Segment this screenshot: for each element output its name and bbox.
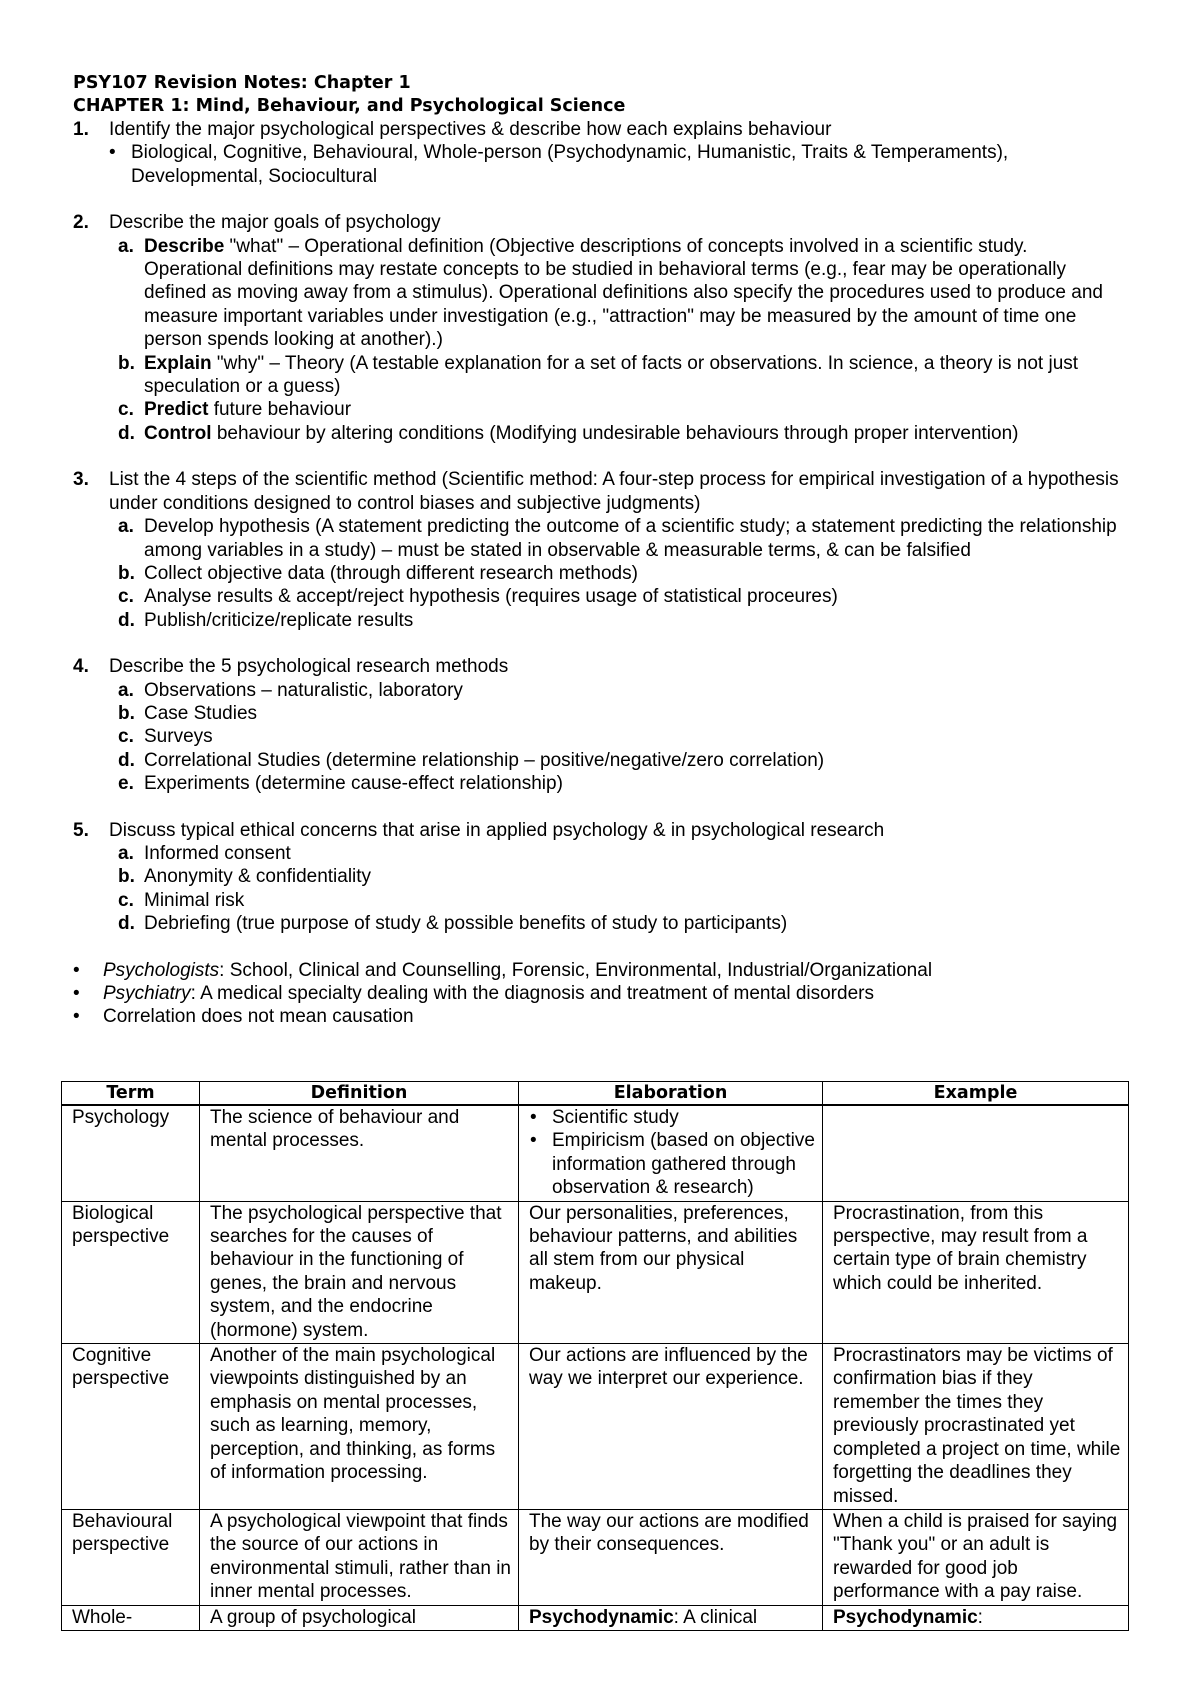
sub-letter: b. — [118, 352, 135, 374]
objective-text: List the 4 steps of the scientific method (Scientific method: A four-step process for empirical investigation of a hypothesis under conditions designed to control biases and subjective judgments) — [109, 469, 1119, 514]
sub-letter: c. — [118, 889, 134, 911]
sub-letter: a. — [118, 842, 134, 864]
definition-cell: A group of psychological — [200, 1605, 519, 1630]
notes-list — [73, 959, 1127, 1029]
sub-item — [109, 889, 1127, 912]
note-item — [73, 982, 1127, 1005]
table-row — [62, 1509, 1129, 1605]
example-cell — [823, 1105, 1129, 1201]
objective-number: 2. — [73, 212, 89, 234]
sub-lead: Explain — [144, 352, 212, 374]
column-header-elaboration: Elaboration — [519, 1082, 823, 1106]
definition-cell: Another of the main psychological viewpoints distinguished by an emphasis on mental processes, such as learning, memory, perception, and thinking, as forms of information processing. — [200, 1344, 519, 1510]
sub-text: Surveys — [144, 726, 213, 748]
sub-letter: e. — [118, 773, 134, 795]
example-cell — [823, 1605, 1129, 1630]
sub-text: Observations – naturalistic, laboratory — [144, 679, 463, 701]
definition-cell: A psychological viewpoint that finds the source of our actions in environmental stimuli, rather than in inner mental processes. — [200, 1509, 519, 1605]
term-cell: Cognitive perspective — [62, 1344, 200, 1510]
term-cell: Whole- — [62, 1605, 200, 1630]
sub-text: Develop hypothesis (A statement predicting the outcome of a scientific study; a statement predicting the relationship among variables in a study) – must be stated in observable & measurable terms, & can be falsified — [144, 516, 1117, 561]
term-cell: Behavioural perspective — [62, 1509, 200, 1605]
sub-item — [109, 702, 1127, 725]
bullet-item: • Biological, Cognitive, Behavioural, Whole-person (Psychodynamic, Humanistic, Traits & Temperaments), Developmental, Sociocultural — [108, 141, 1127, 188]
objective-text: Discuss typical ethical concerns that arise in applied psychology & in psychological research — [109, 819, 885, 841]
objectives-list — [73, 118, 1127, 141]
chapter-title: CHAPTER 1: Mind, Behaviour, and Psychological Science — [73, 96, 626, 116]
sub-text: behaviour by altering conditions (Modifying undesirable behaviours through proper intervention) — [211, 422, 1019, 444]
sub-letter: b. — [118, 866, 135, 888]
note-text: : School, Clinical and Counselling, Forensic, Environmental, Industrial/Organizational — [219, 959, 933, 981]
objective-number: 4. — [73, 656, 89, 678]
sub-text: "why" – Theory (A testable explanation for a set of facts or observations. In science, a theory is not just speculation or a guess) — [144, 352, 1079, 398]
elaboration-cell — [519, 1605, 823, 1630]
elaboration-cell: Our personalities, preferences, behaviour patterns, and abilities all stem from our physical makeup. — [519, 1201, 823, 1343]
sub-letter: a. — [118, 235, 134, 257]
sub-letter: c. — [118, 399, 134, 421]
note-text: : A medical specialty dealing with the diagnosis and treatment of mental disorders — [190, 983, 874, 1004]
example-cell: Procrastinators may be victims of confirmation bias if they remember the times they previously procrastinated yet completed a project on time, while forgetting the deadlines they missed. — [823, 1344, 1129, 1510]
objective-item — [73, 118, 1127, 141]
example-lead: Psychodynamic — [833, 1606, 978, 1628]
term-cell: Biological perspective — [62, 1201, 200, 1343]
objective-number: 3. — [73, 469, 89, 491]
note-item — [73, 1005, 1127, 1028]
sub-item — [109, 562, 1127, 585]
definition-cell: The psychological perspective that searches for the causes of behaviour in the functioning of genes, the brain and nervous system, and the endocrine (hormone) system. — [200, 1201, 519, 1343]
bullet-item: • Empiricism (based on objective information gathered through observation & research) — [529, 1129, 816, 1199]
objective-text: Describe the 5 psychological research methods — [109, 656, 509, 678]
example-cell: Procrastination, from this perspective, may result from a certain type of brain chemistry which could be inherited. — [823, 1201, 1129, 1343]
example-cell: When a child is praised for saying "Thank you" or an adult is rewarded for good job performance with a pay raise. — [823, 1509, 1129, 1605]
method-steps-sublist — [109, 515, 1127, 632]
sub-item — [109, 585, 1127, 608]
sub-text: Experiments (determine cause-effect relationship) — [144, 773, 563, 795]
note-text: Correlation does not mean causation — [103, 1006, 414, 1028]
sub-letter: d. — [118, 749, 135, 771]
objective-number: 1. — [73, 119, 89, 140]
sub-lead: Describe — [144, 235, 225, 257]
sub-item — [109, 725, 1127, 748]
sub-item — [109, 515, 1127, 562]
column-header-example: Example — [823, 1082, 1129, 1106]
table-row — [62, 1201, 1129, 1343]
table-row — [62, 1344, 1129, 1510]
sub-item — [109, 912, 1127, 935]
sub-letter: c. — [118, 726, 134, 748]
sub-lead: Predict — [144, 399, 209, 421]
sub-letter: a. — [118, 516, 134, 538]
elaboration-cell — [519, 1105, 823, 1201]
sub-text: Anonymity & confidentiality — [144, 866, 372, 888]
sub-item — [109, 609, 1127, 632]
definition-cell: The science of behaviour and mental processes. — [200, 1105, 519, 1201]
terms-table — [61, 1081, 1129, 1631]
term-cell: Psychology — [62, 1105, 200, 1201]
objective-text: Describe the major goals of psychology — [109, 212, 441, 234]
sub-letter: b. — [118, 702, 135, 724]
objective-item — [73, 819, 1127, 936]
sub-item — [109, 842, 1127, 865]
elaboration-cell: Our actions are influenced by the way we interpret our experience. — [519, 1344, 823, 1510]
sub-text: Informed consent — [144, 842, 291, 864]
note-lead: Psychologists — [103, 959, 220, 981]
column-header-definition: Definition — [200, 1082, 519, 1106]
table-row — [62, 1105, 1129, 1201]
goals-sublist — [109, 235, 1127, 446]
objective-text: Identify the major psychological perspectives & describe how each explains behaviour — [109, 119, 832, 140]
sub-item — [109, 865, 1127, 888]
sub-item — [109, 772, 1127, 795]
objective-item — [73, 211, 1127, 445]
sub-letter: b. — [118, 562, 135, 584]
sub-item — [109, 749, 1127, 772]
elaboration-bullets — [529, 1106, 816, 1200]
sub-item — [109, 235, 1127, 352]
column-header-term: Term — [62, 1082, 200, 1106]
sub-text: Analyse results & accept/reject hypothesis (requires usage of statistical proceures) — [144, 586, 838, 608]
course-title: PSY107 Revision Notes: Chapter 1 — [73, 73, 411, 93]
objectives-list — [73, 211, 1127, 935]
objective-number: 5. — [73, 819, 89, 841]
sub-text: Collect objective data (through different research methods) — [144, 562, 638, 584]
example-text: : — [977, 1606, 983, 1628]
sub-letter: d. — [118, 913, 135, 935]
sub-item — [109, 422, 1127, 445]
sub-letter: d. — [118, 422, 135, 444]
sub-text: Case Studies — [144, 702, 258, 724]
ethics-sublist — [109, 842, 1127, 936]
sub-text: Debriefing (true purpose of study & possible benefits of study to participants) — [144, 913, 788, 935]
sub-item — [109, 352, 1127, 399]
sub-letter: a. — [118, 679, 134, 701]
table-header-row — [62, 1082, 1129, 1106]
sub-lead: Control — [144, 422, 212, 444]
sub-item — [109, 398, 1127, 421]
note-item — [73, 959, 1127, 982]
sub-text: Publish/criticize/replicate results — [144, 609, 414, 631]
bullet-item: • Scientific study — [529, 1106, 816, 1129]
sub-item — [109, 679, 1127, 702]
research-methods-sublist — [109, 679, 1127, 796]
elaboration-cell: The way our actions are modified by their consequences. — [519, 1509, 823, 1605]
sub-letter: c. — [118, 586, 134, 608]
sub-text: Minimal risk — [144, 889, 245, 911]
sub-text: future behaviour — [208, 399, 352, 421]
document-page — [73, 72, 1127, 1029]
perspectives-bullets — [73, 141, 1127, 188]
objective-item — [73, 655, 1127, 795]
objective-item — [73, 468, 1127, 632]
sub-letter: d. — [118, 609, 135, 631]
elaboration-text: : A clinical — [673, 1606, 758, 1628]
note-lead: Psychiatry — [103, 983, 191, 1004]
table-row — [62, 1605, 1129, 1630]
elaboration-lead: Psychodynamic — [529, 1606, 674, 1628]
sub-text: Correlational Studies (determine relationship – positive/negative/zero correlation) — [144, 749, 825, 771]
sub-text: "what" – Operational definition (Objective descriptions of concepts involved in a scientific study. Operational definitions may restate concepts to be studied in behavioral terms (e.g., fear may be operationally defined as moving away from a stimulus). Operational definitions also specify the procedures used to produce and measure important variables under investigation (e.g., "attraction" may be measured by the amount of time one person spends looking at another).) — [144, 235, 1103, 351]
